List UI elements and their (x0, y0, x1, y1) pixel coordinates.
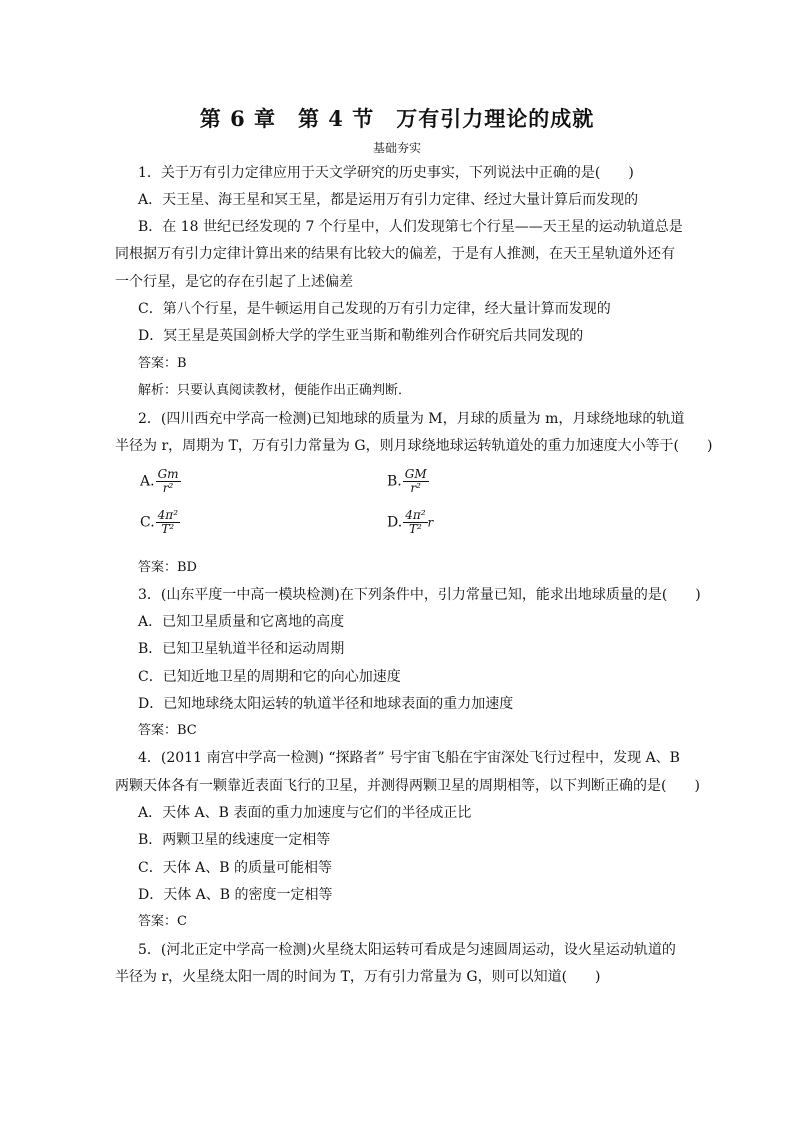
q2-option-c-numerator: 4π² (157, 508, 179, 522)
q2-option-b-numerator: GM (404, 467, 427, 481)
q2-option-a-label: A. (140, 473, 155, 490)
q4-stem-line2: 两颗天体各有一颗靠近表面飞行的卫星，并测得两颗卫星的周期相等，以下判断正确的是( ) (115, 778, 700, 794)
q2-option-d-denominator: T² (408, 522, 422, 536)
q2-option-b-label: B. (387, 473, 402, 490)
q2-option-b (387, 468, 627, 495)
q1-analysis: 解析：只要认真阅读教材，便能作出正确判断． (138, 383, 412, 398)
q2-option-a-fraction (156, 468, 181, 495)
q2-option-d-label: D. (387, 514, 403, 531)
q1-option-c: C．第八个行星，是牛顿运用自己发现的万有引力定律，经大量计算而发现的 (138, 301, 611, 317)
q4-option-b: B．两颗卫星的线速度一定相等 (138, 832, 331, 848)
q3-option-d: D．已知地球绕太阳运转的轨道半径和地球表面的重力加速度 (138, 696, 514, 712)
q1-option-b-line2: 同根据万有引力定律计算出来的结果有比较大的偏差，于是有人推测，在天王星轨道外还有 (115, 246, 675, 262)
q2-option-c-label: C. (140, 514, 155, 531)
q4-answer: 答案：C (138, 914, 187, 929)
q2-option-d-fraction (403, 509, 427, 536)
page-title: 第 6 章 第 4 节 万有引力理论的成就 (199, 106, 595, 131)
q1-option-b-line1: B．在 18 世纪已经发现的 7 个行星中，人们发现第七个行星——天王星的运动轨道总是 (138, 219, 683, 235)
q2-stem-line2: 半径为 r，周期为 T，万有引力常量为 G，则月球绕地球运转轨道处的重力加速度大小等于( ) (115, 438, 713, 454)
q1-option-a: A．天王星、海王星和冥王星，都是运用万有引力定律、经过大量计算后而发现的 (138, 192, 639, 208)
q1-answer: 答案：B (138, 356, 187, 371)
q2-answer: 答案：BD (138, 560, 197, 575)
q4-option-c: C．天体 A、B 的质量可能相等 (138, 860, 333, 876)
q2-option-c (140, 509, 380, 536)
q1-stem: 1．关于万有引力定律应用于天文学研究的历史事实，下列说法中正确的是( ) (138, 165, 634, 181)
q4-stem-line1: 4．(2011 南宫中学高一检测) “探路者” 号宇宙飞船在宇宙深处飞行过程中，发现 A、B (138, 750, 680, 766)
section-subtitle: 基础夯实 (372, 141, 421, 155)
q1-option-b-line3: 一个行星，是它的存在引起了上述偏差 (115, 274, 353, 290)
q2-option-b-denominator: r² (410, 481, 421, 495)
q4-option-a: A．天体 A、B 表面的重力加速度与它们的半径成正比 (138, 805, 472, 821)
q2-option-a-numerator: Gm (157, 467, 179, 481)
q2-option-b-fraction (403, 468, 429, 495)
q3-answer: 答案：BC (138, 723, 197, 738)
q2-option-d (387, 509, 627, 536)
q4-option-d: D．天体 A、B 的密度一定相等 (138, 887, 333, 903)
q5-stem-line2: 半径为 r，火星绕太阳一周的时间为 T，万有引力常量为 G，则可以知道( ) (115, 969, 601, 985)
q2-option-a (140, 468, 380, 495)
q3-option-b: B．已知卫星轨道半径和运动周期 (138, 641, 345, 657)
q2-option-d-trailing-r: r (427, 515, 434, 530)
q2-option-d-numerator: 4π² (405, 508, 426, 522)
q2-option-a-denominator: r² (162, 481, 174, 495)
q1-option-d: D．冥王星是英国剑桥大学的学生亚当斯和勒维列合作研究后共同发现的 (138, 328, 584, 344)
q3-option-c: C．已知近地卫星的周期和它的向心加速度 (138, 669, 401, 685)
q3-option-a: A．已知卫星质量和它离地的高度 (138, 614, 345, 630)
q5-stem-line1: 5．(河北正定中学高一检测)火星绕太阳运转可看成是匀速圆周运动，设火星运动轨道的 (138, 942, 676, 958)
q3-stem: 3．(山东平度一中高一模块检测)在下列条件中，引力常量已知，能求出地球质量的是( ) (138, 587, 701, 603)
q2-stem-line1: 2．(四川西充中学高一检测)已知地球的质量为 M，月球的质量为 m，月球绕地球的轨道 (138, 411, 685, 427)
q2-option-c-fraction (156, 509, 180, 536)
q2-option-c-denominator: T² (161, 522, 175, 536)
